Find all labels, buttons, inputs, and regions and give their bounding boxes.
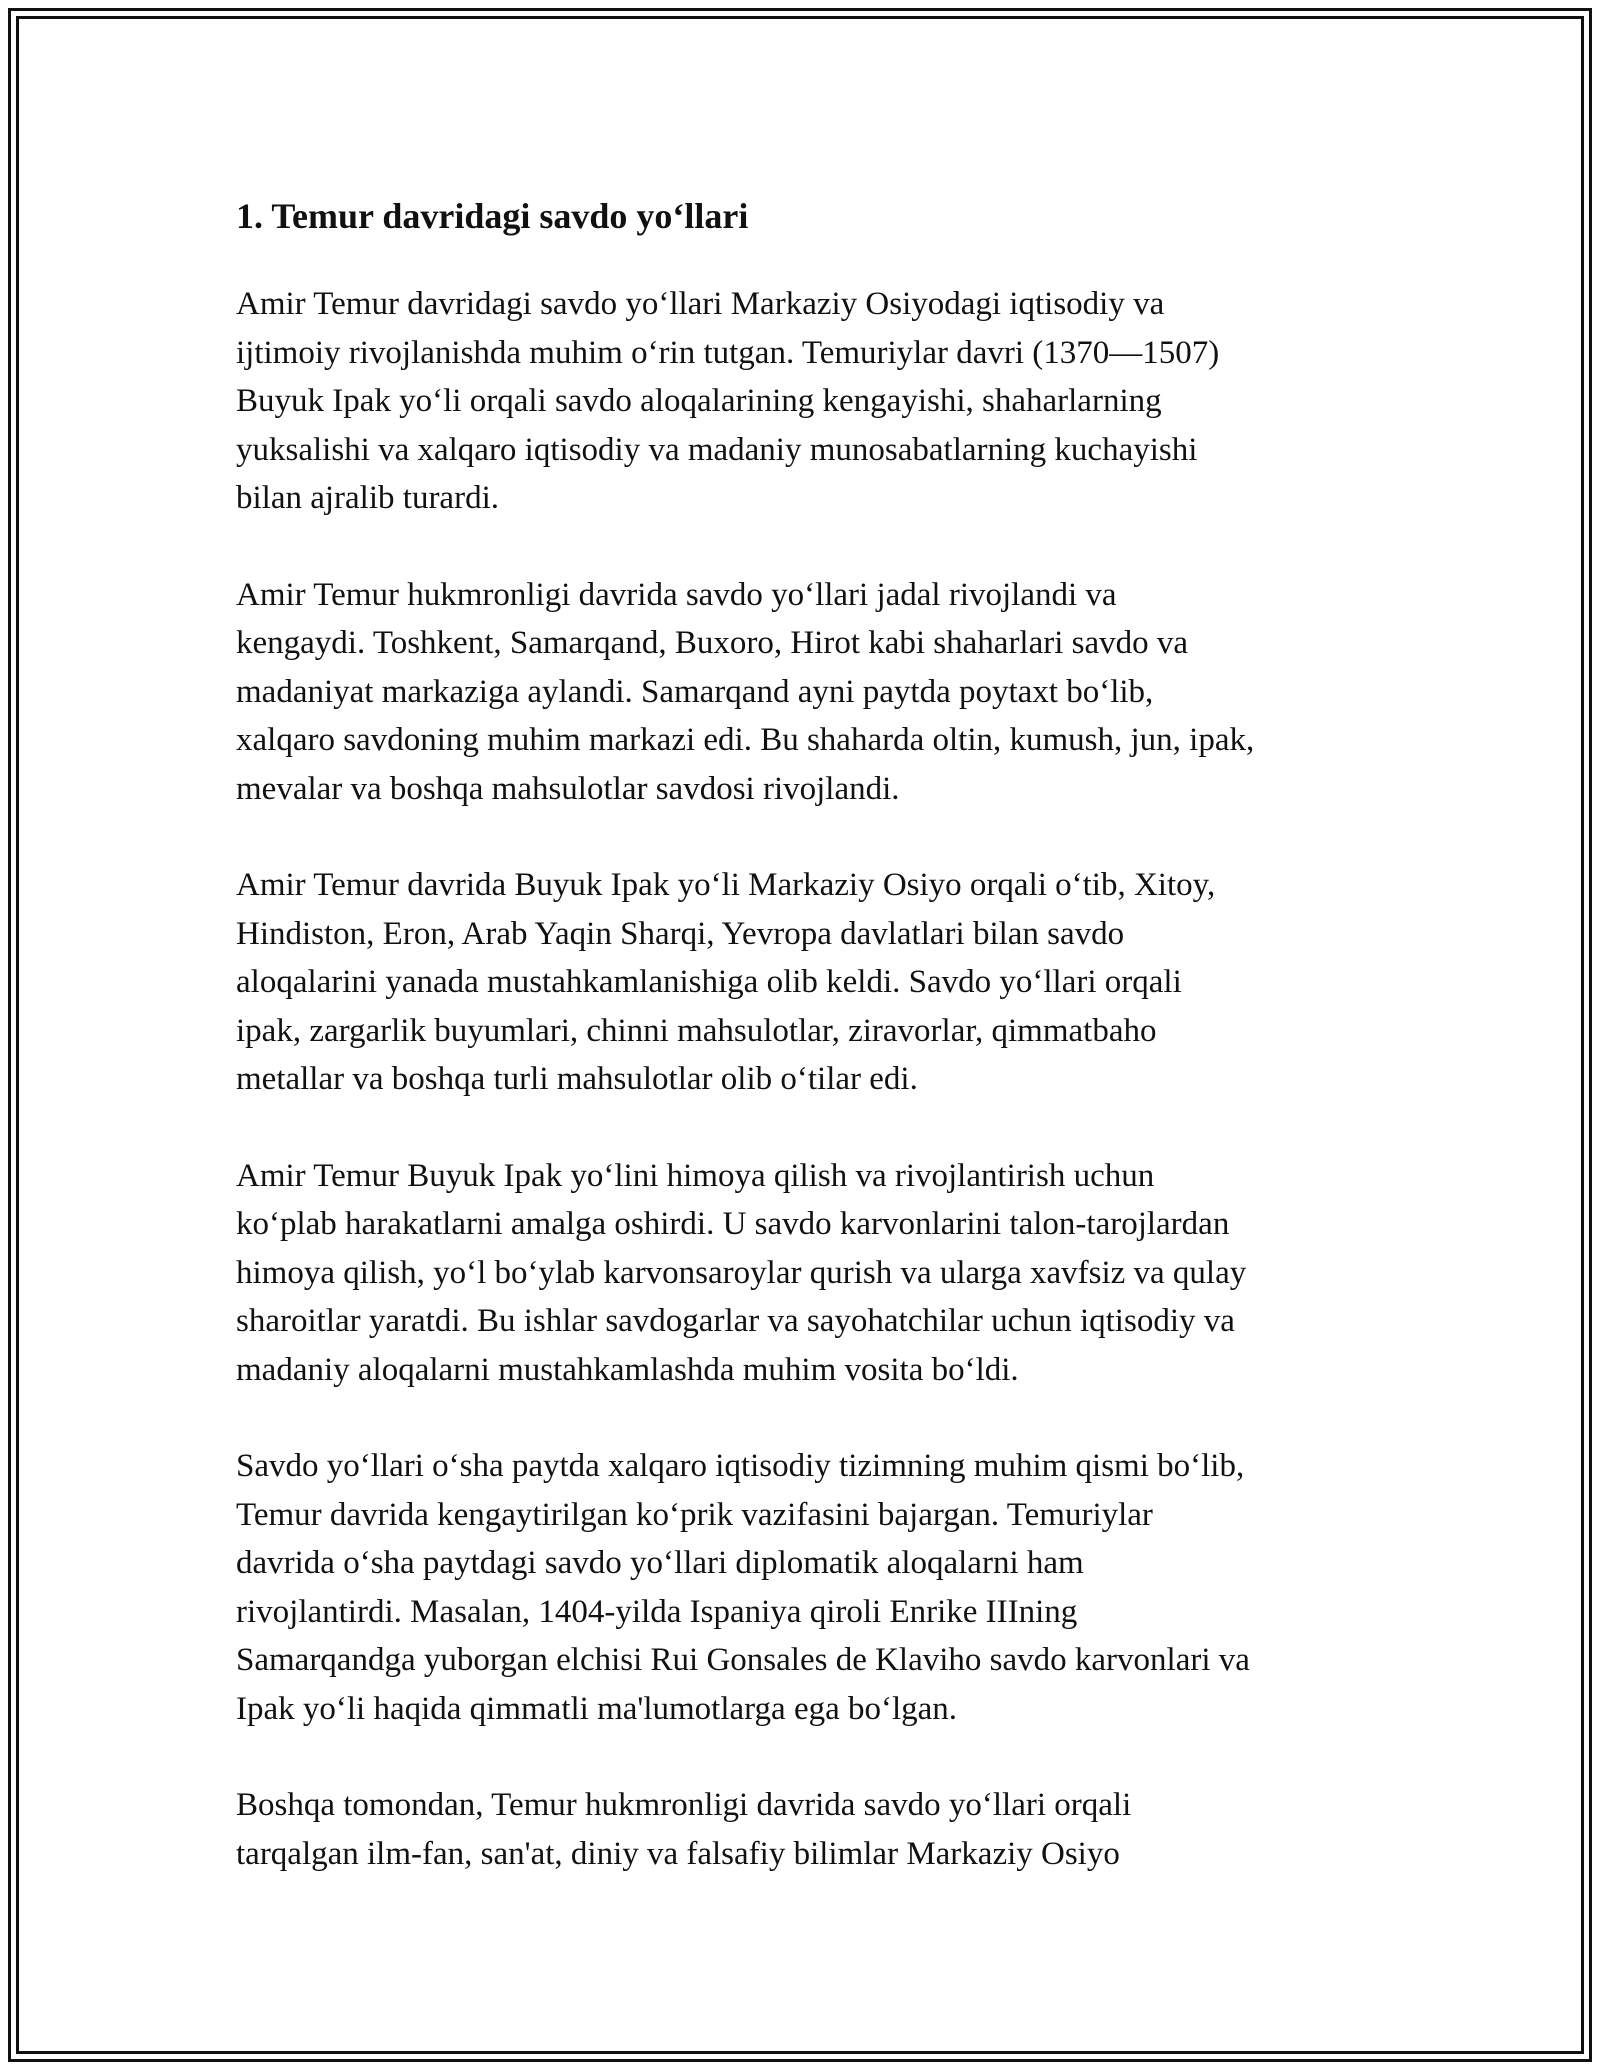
text-line: aloqalarini yanada mustahkamlanishiga olib keldi. Savdo yo‘llari orqali [236,964,1182,1000]
text-line: metallar va boshqa turli mahsulotlar olib o‘tilar edi. [236,1061,918,1097]
text-line: rivojlantirdi. Masalan, 1404-yilda Ispaniya qiroli Enrike IIIning [236,1593,1078,1630]
text-line: Temur davrida kengaytirilgan ko‘prik vazifasini bajargan. Temuriylar [236,1496,1153,1533]
paragraph-4 [236,1152,1366,1395]
text-line: sharoitlar yaratdi. Bu ishlar savdogarlar va sayohatchilar uchun iqtisodiy va [236,1303,1235,1339]
text-line: Ipak yo‘li haqida qimmatli ma'lumotlarga ega bo‘lgan. [236,1690,958,1727]
text-line: Savdo yo‘llari o‘sha paytda xalqaro iqtisodiy tizimning muhim qismi bo‘lib, [236,1448,1245,1484]
text-line: Boshqa tomondan, Temur hukmronligi davrida savdo yo‘llari orqali [236,1787,1132,1823]
text-line: xalqaro savdoning muhim markazi edi. Bu shaharda oltin, kumush, jun, ipak, [236,722,1255,758]
text-line: Samarqandga yuborgan elchisi Rui Gonsales de Klaviho savdo karvonlari va [236,1642,1250,1678]
text-line: ipak, zargarlik buyumlari, chinni mahsulotlar, ziravorlar, qimmatbaho [236,1012,1157,1049]
paragraph-3 [236,861,1366,1104]
text-line: madaniyat markaziga aylandi. Samarqand ayni paytda poytaxt bo‘lib, [236,673,1154,710]
text-line: tarqalgan ilm-fan, san'at, diniy va falsafiy bilimlar Markaziy Osiyo [236,1835,1120,1872]
text-line: davrida o‘sha paytdagi savdo yo‘llari diplomatik aloqalarni ham [236,1545,1084,1581]
text-line: Buyuk Ipak yo‘li orqali savdo aloqalarining kengayishi, shaharlarning [236,383,1162,419]
text-line: Hindiston, Eron, Arab Yaqin Sharqi, Yevropa davlatlari bilan savdo [236,915,1125,952]
paragraph-6 [236,1781,1366,1878]
text-line: madaniy aloqalarni mustahkamlashda muhim vosita bo‘ldi. [236,1351,1019,1388]
paragraph-1 [236,280,1366,523]
text-line: ijtimoiy rivojlanishda muhim o‘rin tutgan. Temuriylar davri (1370—1507) [236,334,1220,371]
text-line: Amir Temur davrida Buyuk Ipak yo‘li Markaziy Osiyo orqali o‘tib, Xitoy, [236,867,1216,903]
section-heading: 1. Temur davridagi savdo yo‘llari [236,196,749,236]
text-line: Amir Temur davridagi savdo yo‘llari Markaziy Osiyodagi iqtisodiy va [236,286,1165,322]
text-line: bilan ajralib turardi. [236,480,499,516]
paragraph-2 [236,571,1366,814]
text-line: Amir Temur Buyuk Ipak yo‘lini himoya qilish va rivojlantirish uchun [236,1157,1155,1194]
text-line: kengaydi. Toshkent, Samarqand, Buxoro, Hirot kabi shaharlari savdo va [236,625,1189,661]
document-body [236,188,1366,1926]
text-line: yuksalishi va xalqaro iqtisodiy va madaniy munosabatlarning kuchayishi [236,431,1198,468]
paragraph-5 [236,1442,1366,1733]
text-line: ko‘plab harakatlarni amalga oshirdi. U savdo karvonlarini talon-tarojlardan [236,1206,1230,1242]
text-line: himoya qilish, yo‘l bo‘ylab karvonsaroylar qurish va ularga xavfsiz va qulay [236,1254,1247,1291]
text-line: Amir Temur hukmronligi davrida savdo yo‘llari jadal rivojlandi va [236,576,1117,613]
text-line: mevalar va boshqa mahsulotlar savdosi rivojlandi. [236,770,900,807]
